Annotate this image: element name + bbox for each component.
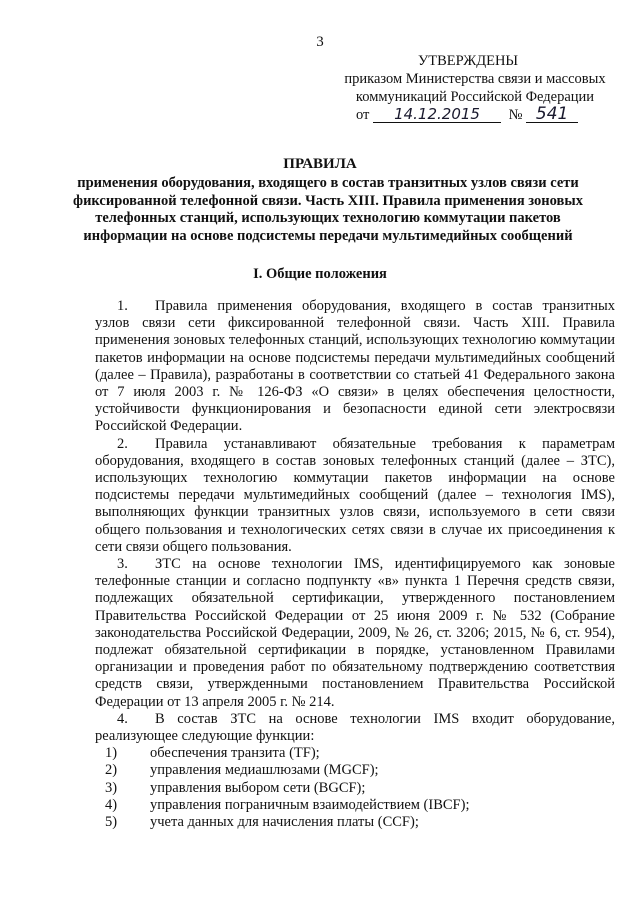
paragraph-1 (95, 298, 615, 436)
approval-title: УТВЕРЖДЕНЫ (418, 53, 519, 69)
paragraph-4 (95, 711, 615, 745)
approval-number: 541 (526, 106, 578, 123)
from-label: от (356, 107, 370, 123)
paragraph-text: Правила применения оборудования, входящего в состав транзитных узлов связи сети фиксированной телефонной связи. Часть XIII. Правила применения зоновых телефонных станций, использующих технологию коммутации пакетов информации на основе подсистемы передачи мультимедийных сообщений (далее – Правила), разработаны в соответствии со статьей 41 Федерального закона от 7 июля 2003 г. № 126-ФЗ «О связи» в целях обеспечения целостности, устойчивости функционирования и безопасности единой сети электросвязи Российской Федерации. (95, 298, 615, 435)
page-number: 3 (316, 34, 324, 50)
approval-line-1: приказом Министерства связи и массовых (344, 71, 606, 87)
approval-signature-line (330, 106, 620, 124)
document-title: ПРАВИЛА (283, 156, 357, 172)
paragraph-number: 3. (117, 556, 128, 573)
list-item: 3) управления выбором сети (BGCF); (105, 779, 366, 796)
list-item: 1) обеспечения транзита (TF); (105, 745, 320, 762)
paragraph-3 (95, 556, 615, 711)
paragraph-text: В состав ЗТС на основе технологии IMS входит оборудование, реализующее следующие функции: (95, 710, 615, 745)
paragraph-2 (95, 436, 615, 556)
section-heading: I. Общие положения (253, 266, 387, 282)
paragraph-number: 4. (117, 710, 128, 727)
paragraph-number: 1. (117, 298, 128, 314)
approval-block (330, 52, 620, 124)
document-body (95, 298, 615, 831)
paragraph-text: Правила устанавливают обязательные требования к параметрам оборудования, входящего в состав зоновых телефонных станций (далее – ЗТС), использующих технологию коммутации пакетов информации на основе подсистемы передачи мультимедийных сообщений (далее – технология IMS), выполняющих функции транзитных узлов связи, используемого в сети связи общего пользования и технологических сетях связи в случае их присоединения к сети связи общего пользования. (95, 435, 615, 555)
document-subtitle: применения оборудования, входящего в состав транзитных узлов связи сети фиксированной телефонной связи. Часть XIII. Правила применения зоновых телефонных станций, использующих технологию коммутации пакетов информации на основе подсистемы передачи мультимедийных сообщений (73, 175, 583, 244)
list-item: 5) учета данных для начисления платы (CCF); (105, 814, 419, 831)
approval-date: 14.12.2015 (373, 106, 501, 123)
paragraph-number: 2. (117, 435, 128, 452)
list-item: 2) управления медиашлюзами (MGCF); (105, 762, 379, 779)
function-list (105, 745, 615, 831)
list-item: 4) управления пограничным взаимодействием (IBCF); (105, 796, 470, 813)
paragraph-text: ЗТС на основе технологии IMS, идентифицируемого как зоновые телефонные станции и согласно подпункту «в» пункта 1 Перечня средств связи, подлежащих обязательной сертификации, утвержденного постановлением Правительства Российской Федерации от 25 июня 2009 г. № 532 (Собрание законодательства Российской Федерации, 2009, № 26, ст. 3206; 2015, № 6, ст. 954), подлежат обязательной сертификации в порядке, установленном Правилами организации и проведения работ по обязательному подтверждению соответствия средств связи, утвержденными постановлением Правительства Российской Федерации от 13 апреля 2005 г. № 214. (95, 556, 615, 710)
number-label: № (508, 107, 523, 123)
approval-line-2: коммуникаций Российской Федерации (355, 89, 595, 105)
